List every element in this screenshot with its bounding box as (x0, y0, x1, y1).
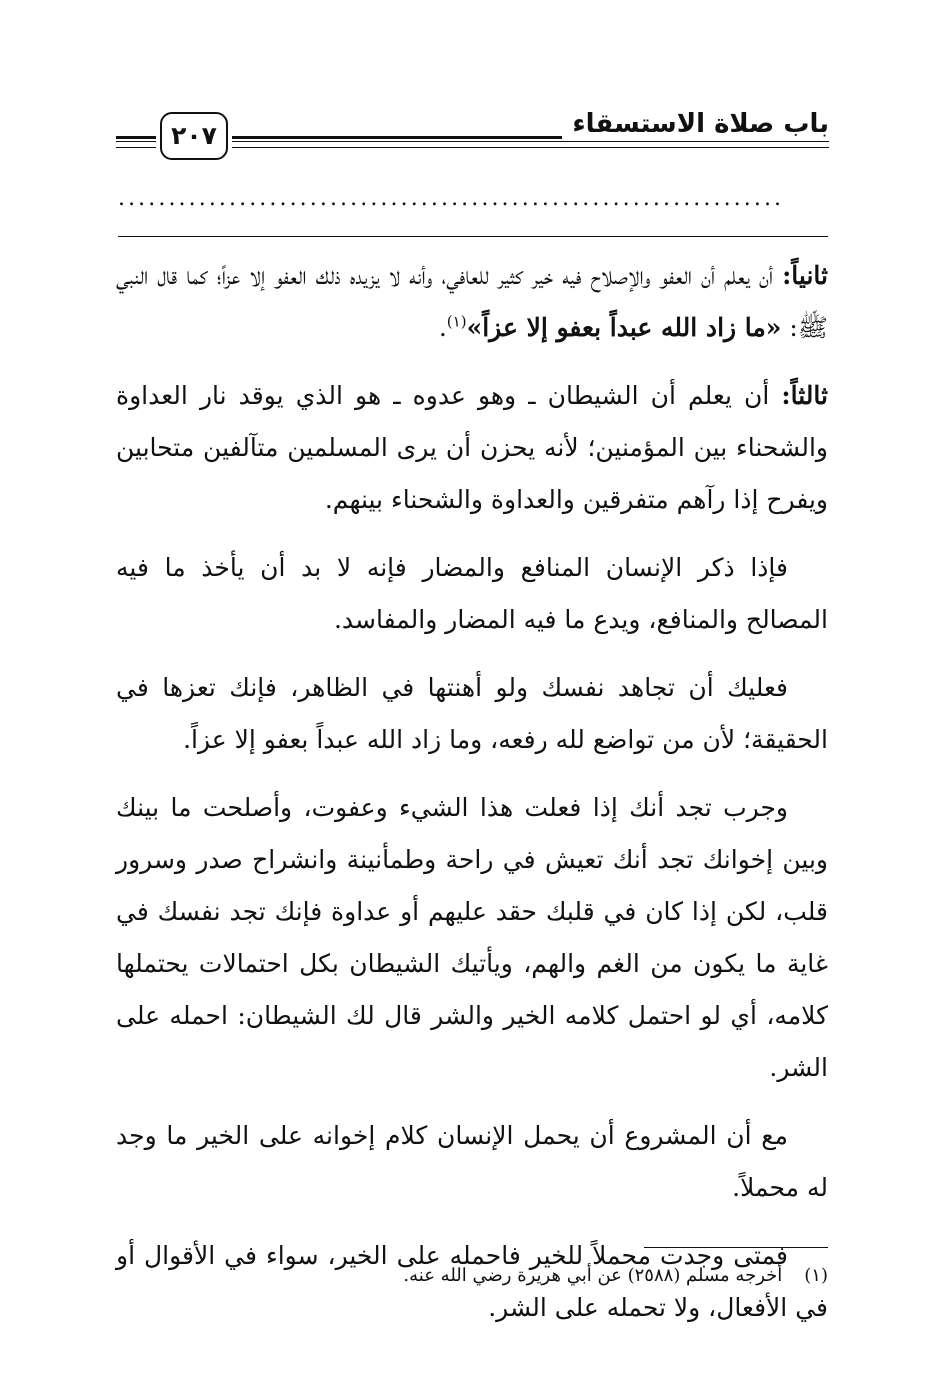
footnote-text: أخرجه مسلم (٢٥٨٨) عن أبي هريرة رضي الله عنه. (403, 1265, 783, 1286)
footnote-rule (644, 1247, 828, 1248)
ellipsis-row: .................................................................. (118, 186, 785, 211)
paragraph-end: . (438, 313, 447, 342)
paragraph-text: أن يعلم أن العفو والإصلاح فيه خير كثير للعافي، وأنه لا يزيده ذلك العفو إلا عزاً؛ كما قال النبي ﷺ: (116, 261, 828, 342)
paragraph: فعليك أن تجاهد نفسك ولو أهنتها في الظاهر، فإنك تعزها في الحقيقة؛ لأن من تواضع لله رفعه، وما زاد الله عبداً بعفو إلا عزاً. (116, 673, 828, 754)
paragraph-lead: ثالثاً: (781, 381, 828, 410)
hadith-quote: «ما زاد الله عبداً بعفو إلا عزاً» (466, 313, 782, 342)
footnote-reference: (١) (446, 312, 467, 331)
paragraph-secondly (116, 250, 828, 354)
footnote (228, 1262, 828, 1290)
paragraph-thirdly (116, 370, 828, 526)
paragraph-text: أن يعلم أن الشيطان ـ وهو عدوه ـ هو الذي يوقد نار العداوة والشحناء بين المؤمنين؛ لأنه يحزن أن يرى المسلمين متآلفين متحابين ويفرح إذا رآهم متفرقين والعداوة والشحناء بينهم. (116, 381, 828, 514)
page-number: ٢٠٧ (160, 112, 228, 160)
paragraph: فإذا ذكر الإنسان المنافع والمضار فإنه لا بد أن يأخذ ما فيه المصالح والمنافع، ويدع ما فيه المضار والمفاسد. (116, 553, 828, 634)
paragraph: فمتى وجدت محملاً للخير فاحمله على الخير، سواء في الأقوال أو في الأفعال، ولا تحمله على الشر. (116, 1241, 828, 1322)
paragraph-lead: ثانياً: (782, 261, 828, 290)
page-header (116, 108, 829, 160)
paragraph: مع أن المشروع أن يحمل الإنسان كلام إخوانه على الخير ما وجد له محملاً. (116, 1121, 828, 1202)
section-divider (118, 236, 828, 237)
running-title: باب صلاة الاستسقاء (562, 108, 829, 140)
footnote-number: (١) (804, 1265, 828, 1286)
paragraph: وجرب تجد أنك إذا فعلت هذا الشيء وعفوت، وأصلحت ما بينك وبين إخوانك تجد أنك تعيش في راحة وطمأنينة وانشراح صدر وسرور قلب، لكن إذا كان في قلبك حقد عليهم أو عداوة فإنك تجد نفسك في غاية ما يكون من الغم والهم، ويأتيك الشيطان بكل احتمالات يحتملها كلامه، أي لو احتمل كلامه الخير والشر قال لك الشيطان: احمله على الشر. (116, 793, 828, 1082)
main-text (116, 250, 828, 1350)
